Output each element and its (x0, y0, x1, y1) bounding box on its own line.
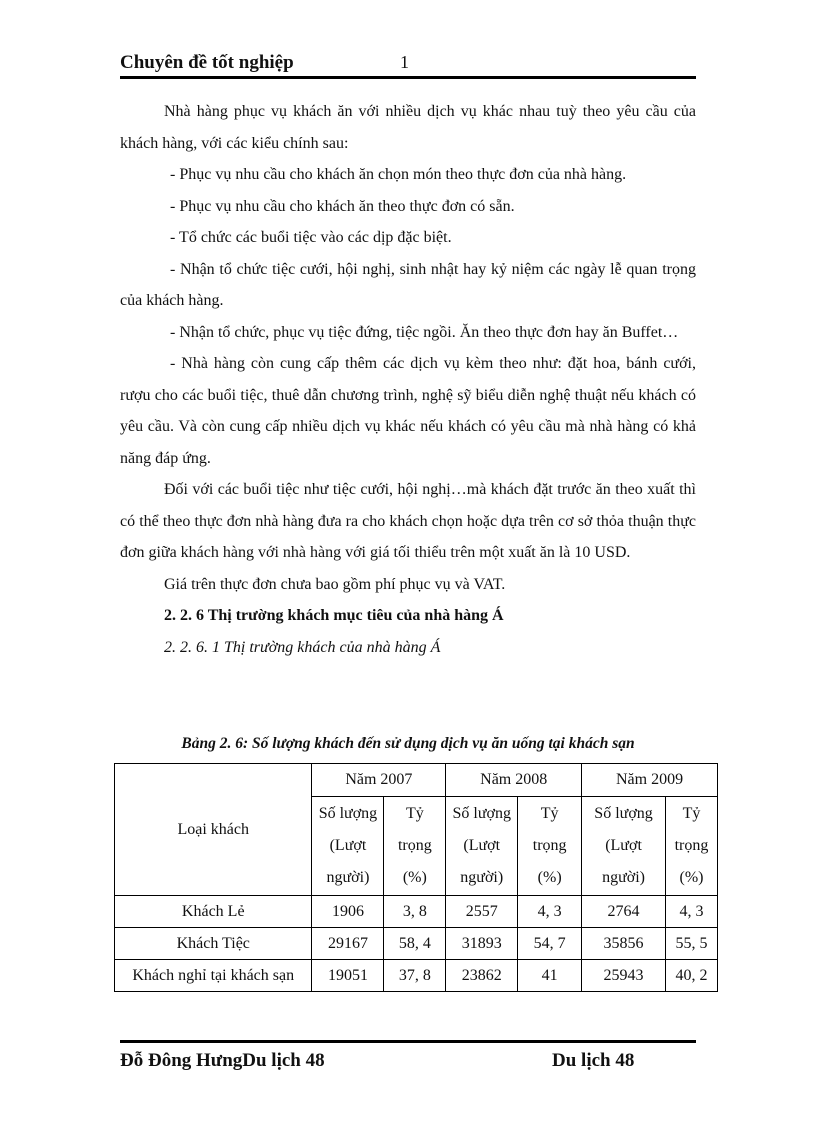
header-rule (120, 76, 696, 79)
table-caption: Bảng 2. 6: Số lượng khách đến sử dụng dịch vụ ăn uống tại khách sạn (181, 735, 635, 752)
subsection-heading: 2. 2. 6. 1 Thị trường khách của nhà hàng Á (164, 638, 441, 656)
bullet-item: - Phục vụ nhu cầu cho khách ăn theo thực đơn có sẵn. (170, 197, 515, 215)
table-cell: 58, 4 (384, 928, 446, 960)
share-header: Tỷ trọng (%) (518, 797, 582, 896)
share-header: Tỷ trọng (%) (665, 797, 717, 896)
table-cell: 1906 (312, 896, 384, 928)
footer-author: Đỗ Đông HưngDu lịch 48 (120, 1050, 325, 1071)
table-cell: 25943 (582, 960, 666, 992)
table-cell: 23862 (446, 960, 518, 992)
table-cell: 40, 2 (665, 960, 717, 992)
table-cell: 35856 (582, 928, 666, 960)
row-label: Khách Tiệc (115, 928, 312, 960)
table-cell: 2557 (446, 896, 518, 928)
quantity-header: Số lượng (Lượt người) (582, 797, 666, 896)
bullet-item: - Tổ chức các buổi tiệc vào các dịp đặc biệt. (170, 229, 452, 246)
year-header: Năm 2008 (446, 764, 582, 797)
table-cell: 54, 7 (518, 928, 582, 960)
table-cell: 4, 3 (665, 896, 717, 928)
row-label: Khách Lẻ (115, 896, 312, 928)
table-row (115, 928, 718, 960)
paragraph: Nhà hàng phục vụ khách ăn với nhiều dịch vụ khác nhau tuỳ theo yêu cầu của khách hàng, với các kiểu chính sau: (120, 103, 696, 152)
paragraph: Đối với các buổi tiệc như tiệc cưới, hội nghị…mà khách đặt trước ăn theo xuất thì có thể theo thực đơn nhà hàng đưa ra cho khách chọn hoặc dựa trên cơ sở thỏa thuận thực đơn giữa khách hàng với nhà hàng với giá tối thiểu trên một xuất ăn là 10 USD. (120, 481, 696, 561)
page-header (120, 52, 696, 76)
table-row (115, 960, 718, 992)
table-cell: 2764 (582, 896, 666, 928)
table-cell: 55, 5 (665, 928, 717, 960)
bullet-item: - Nhận tổ chức, phục vụ tiệc đứng, tiệc ngồi. Ăn theo thực đơn hay ăn Buffet… (170, 323, 679, 341)
table-cell: 37, 8 (384, 960, 446, 992)
footer-rule (120, 1040, 696, 1043)
quantity-header: Số lượng (Lượt người) (446, 797, 518, 896)
body-text (120, 96, 696, 663)
page-number: 1 (400, 52, 409, 72)
year-header: Năm 2007 (312, 764, 446, 797)
row-header-cell: Loại khách (115, 764, 312, 896)
table-cell: 41 (518, 960, 582, 992)
table-cell: 29167 (312, 928, 384, 960)
bullet-item: - Nhà hàng còn cung cấp thêm các dịch vụ kèm theo như: đặt hoa, bánh cưới, rượu cho các buổi tiệc, thuê dẫn chương trình, nghệ sỹ biểu diễn nghệ thuật nếu khách có yêu cầu. Và còn cung cấp nhiều dịch vụ khác nếu khách có yêu cầu mà nhà hàng có khả năng đáp ứng. (120, 355, 696, 467)
table-cell: 3, 8 (384, 896, 446, 928)
year-header: Năm 2009 (582, 764, 718, 797)
guest-statistics-table (114, 763, 718, 992)
bullet-item: - Nhận tổ chức tiệc cưới, hội nghị, sinh nhật hay kỷ niệm các ngày lễ quan trọng của khách hàng. (120, 260, 696, 309)
table-cell: 31893 (446, 928, 518, 960)
table-row (115, 896, 718, 928)
table-cell: 4, 3 (518, 896, 582, 928)
row-label: Khách nghỉ tại khách sạn (115, 960, 312, 992)
table-cell: 19051 (312, 960, 384, 992)
quantity-header: Số lượng (Lượt người) (312, 797, 384, 896)
section-heading: 2. 2. 6 Thị trường khách mục tiêu của nhà hàng Á (164, 607, 504, 624)
footer-course: Du lịch 48 (552, 1050, 635, 1071)
share-header: Tỷ trọng (%) (384, 797, 446, 896)
paragraph: Giá trên thực đơn chưa bao gồm phí phục vụ và VAT. (164, 575, 506, 593)
bullet-item: - Phục vụ nhu cầu cho khách ăn chọn món theo thực đơn của nhà hàng. (170, 166, 627, 183)
document-title: Chuyên đề tốt nghiệp (120, 52, 294, 73)
